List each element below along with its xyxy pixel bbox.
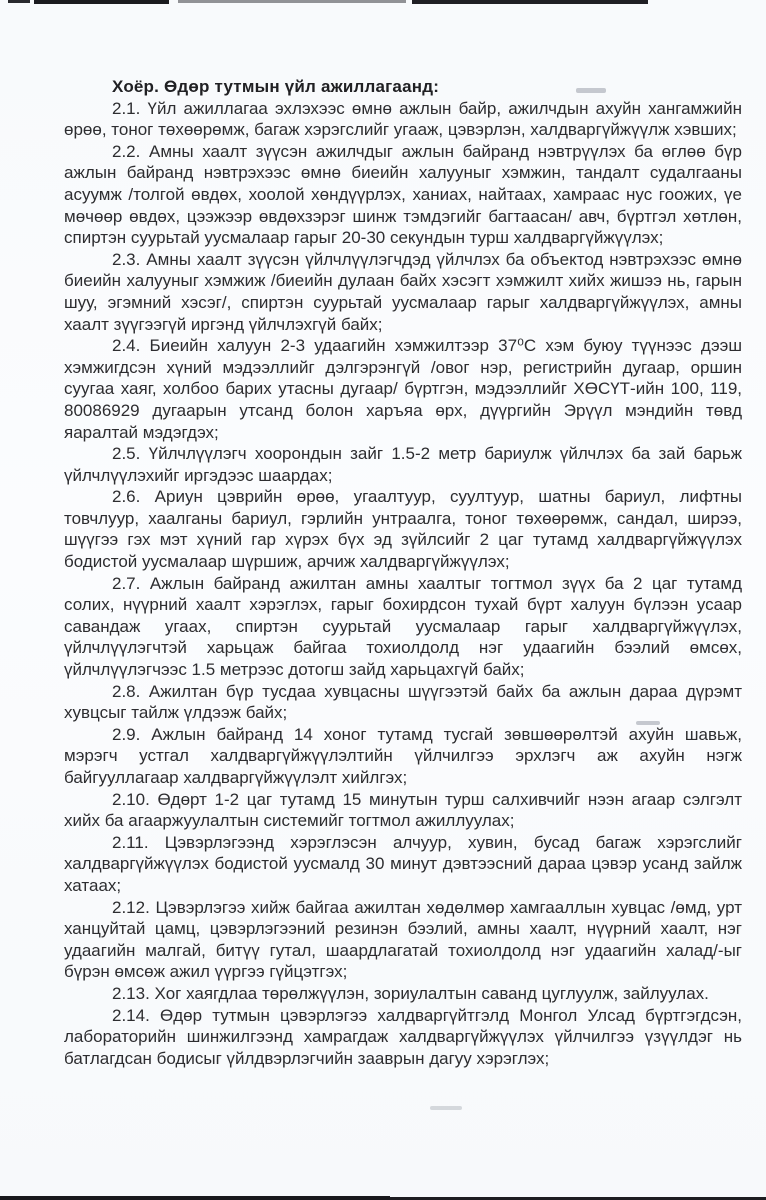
clause-number: 2.8. bbox=[112, 681, 141, 701]
scan-artifact-top-edge bbox=[8, 0, 30, 3]
clause-number: 2.3. bbox=[112, 249, 141, 269]
clause-number: 2.6. bbox=[112, 487, 141, 507]
clause-2-1 bbox=[64, 98, 742, 141]
clause-2-9 bbox=[64, 724, 742, 789]
clause-2-3 bbox=[64, 249, 742, 335]
clause-number: 2.10. bbox=[112, 789, 150, 809]
clause-text: Хог хаягдлаа төрөлжүүлэн, зориулалтын саванд цуглуулж, зайлуулах. bbox=[154, 983, 709, 1003]
clause-2-4 bbox=[64, 335, 742, 443]
clause-2-5 bbox=[64, 443, 742, 486]
clause-text: Цэвэрлэгээнд хэрэглэсэн алчуур, хувин, бусад багаж хэрэгслийг халдваргүйжүүлэх бодистой уусмалд 30 минут дэвтээсний дараа цэвэр усанд зайлж хатаах; bbox=[64, 832, 742, 895]
clause-text: Ажилтан бүр тусдаа хувцасны шүүгээтэй байх ба ажлын дараа дүрэмт хувцсыг тайлж үлдээж байх; bbox=[64, 681, 742, 723]
clause-number: 2.4. bbox=[112, 336, 141, 356]
document-body bbox=[64, 76, 742, 1069]
clause-number: 2.13. bbox=[112, 983, 150, 1003]
clause-number: 2.12. bbox=[112, 897, 150, 917]
scan-artifact-bottom-edge bbox=[0, 1196, 390, 1200]
section-heading-text: Хоёр. Өдөр тутмын үйл ажиллагаанд: bbox=[112, 77, 440, 96]
section-heading bbox=[64, 76, 742, 98]
clause-text: Ажлын байранд ажилтан амны хаалтыг тогтмол зүүх ба 2 цаг тутамд солих, нүүрний хаалт хэрэглэх, гарыг бохирдсон тухай бүрт халуун бүлээн усаар савандаж угаах, спиртэн суурьтай уусмалаар гарыг халдваргүйжүүлэх, үйлчлүүлэгчтэй харьцаж байгаа тохиолдолд нэг удаагийн бээлий өмсөх, үйлчлүүлэгчээс 1.5 метрээс дотогш зайд харьцахгүй байх; bbox=[64, 573, 742, 680]
clause-number: 2.1. bbox=[112, 98, 141, 118]
clause-text: Ариун цэврийн өрөө, угаалтуур, суултуур, шатны бариул, лифтны товчлуур, хаалганы бариул, гэрлийн унтраалга, тоног төхөөрөмж, сандал, ширээ, шүүгээ гэх мэт хүний гар хүрэх бүх эд зүйлсийг 2 цаг тутамд халдваргүйжүүлэх бодистой уусмалаар шүршиж, арчиж халдваргүйжүүлэх; bbox=[64, 487, 742, 572]
clause-text: Өдөр тутмын цэвэрлэгээ халдваргүйтгэлд Монгол Улсад бүртгэгдсэн, лабораторийн шинжилгээнд хамрагдаж халдваргүйжүүлэх үйлчилгээ үзүүлдэг нь батлагдсан бодисыг үйлдвэрлэгчийн зааврын дагуу хэрэглэх; bbox=[64, 1005, 742, 1068]
clause-text: Амны хаалт зүүсэн ажилчдыг ажлын байранд нэвтрүүлэх ба өглөө бүр ажлын байранд нэвтрэхээс өмнө биеийн халууныг хэмжин, тандалт судалгааны асуумж /толгой өвдөх, хоолой хөндүүрлэх, ханиах, найтаах, хамраас нус гоожих, үе мөчөөр өвдөх, цээжээр өвдөхзэрэг шинж тэмдэгийг багтаасан/ авч, бүртгэл хөтлөн, спиртэн суурьтай уусмалаар гарыг 20-30 секундын турш халдваргүйжүүлэх; bbox=[64, 141, 742, 248]
clause-number: 2.5. bbox=[112, 444, 141, 464]
clause-text: Өдөрт 1-2 цаг тутамд 15 минутын турш салхивчийг нээн агаар сэлгэлт хийх ба агааржуулалтын системийг тогтмол ажиллуулах; bbox=[64, 789, 742, 831]
clause-number: 2.14. bbox=[112, 1005, 150, 1025]
clause-text: Цэвэрлэгээ хийж байгаа ажилтан хөдөлмөр хамгааллын хувцас /өмд, урт ханцуйтай цамц, цэвэрлэгээний резинэн бээлий, амны хаалт, нүүрний хаалт, нэг удаагийн малгай, битүү гутал, шаардлагатай тохиолдолд нэг удаагийн халад/-ыг бүрэн өмсөж ажил үүргээ гүйцэтгэх; bbox=[64, 897, 742, 982]
clause-2-6 bbox=[64, 486, 742, 572]
clause-2-10 bbox=[64, 789, 742, 832]
clause-text: Ажлын байранд 14 хоног тутамд тусгай зөвшөөрөлтэй ахуйн шавьж, мэрэгч устгал халдваргүйжүүлэлтийн үйлчилгээ эрхлэгч аж ахуйн нэгж байгууллагаар халдваргүйжүүлэлт хийлгэх; bbox=[64, 724, 742, 787]
clause-number: 2.7. bbox=[112, 573, 141, 593]
clause-2-12 bbox=[64, 897, 742, 983]
scan-artifact-top-edge bbox=[34, 0, 169, 4]
clause-text: Үйлчлүүлэгч хоорондын зайг 1.5-2 метр бариулж үйлчлэх ба зай барьж үйлчлүүлэхийг иргэдээс шаардах; bbox=[64, 444, 742, 485]
clause-2-2 bbox=[64, 141, 742, 249]
clause-2-14 bbox=[64, 1005, 742, 1070]
clause-text: Амны хаалт зүүсэн үйлчлүүлэгчдэд үйлчлэх ба объектод нэвтрэхээс өмнө биеийн халууныг хэмжиж /биеийн дулаан байх хэсэгт хэмжилт хийх жишээ нь, гарын шуу, эгэмний хэсэг/, спиртэн суурьтай уусмалаар гарыг халдваргүйжүүлэх, амны хаалт зүүгээгүй иргэнд үйлчлэхгүй байх; bbox=[64, 249, 742, 334]
clause-text: Үйл ажиллагаа эхлэхээс өмнө ажлын байр, ажилчдын ахуйн хангамжийн өрөө, тоног төхөөрөмж, багаж хэрэгслийг угааж, цэвэрлэн, халдваргүйжүүлж хэвших; bbox=[64, 98, 742, 140]
clause-text: Биеийн халуун 2-3 удаагийн хэмжилтээр 37⁰С хэм буюу түүнээс дээш хэмжигдсэн хүний мэдээллийг дэлгэрэнгүй /овог нэр, регистрийн дугаар, оршин суугаа хаяг, холбоо барих утасны дугаар/ бүртгэн, мэдээллийг ХӨСҮТ-ийн 100, 119, 80086929 дугаарын утсанд болон харъяа өрх, дүүргийн Эрүүл мэндийн төвд яаралтай мэдэгдэх; bbox=[64, 336, 742, 442]
clause-2-11 bbox=[64, 832, 742, 897]
clause-number: 2.11. bbox=[112, 832, 149, 852]
scan-smudge bbox=[430, 1106, 462, 1110]
clause-2-13 bbox=[64, 983, 742, 1005]
clause-number: 2.9. bbox=[112, 724, 141, 744]
clause-2-7 bbox=[64, 573, 742, 681]
clause-2-8 bbox=[64, 681, 742, 724]
scan-artifact-top-edge bbox=[178, 0, 406, 3]
scan-artifact-top-edge bbox=[412, 0, 648, 4]
clause-number: 2.2. bbox=[112, 141, 141, 161]
